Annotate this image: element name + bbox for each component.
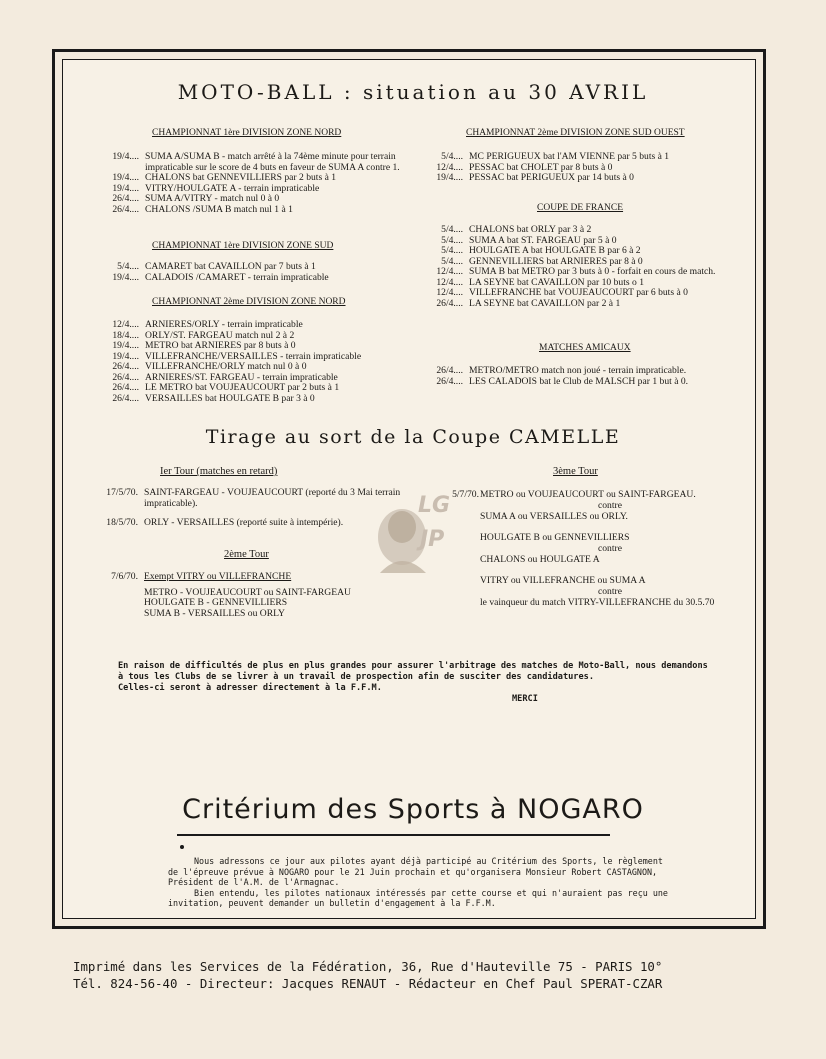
list-item: 17/5/70. SAINT-FARGEAU - VOUJEAUCOURT (reporté du 3 Mai terrain impraticable). — [106, 487, 401, 509]
tour3-date: 5/7/70. — [452, 489, 479, 500]
tour3-block — [480, 489, 740, 608]
bullet-dot — [180, 845, 184, 849]
list-item: 12/4.... LA SEYNE bat CAVAILLON par 10 buts o 1 — [436, 276, 644, 288]
match-line: HOULGATE B ou GENNEVILLIERS — [480, 532, 630, 543]
main-title: MOTO-BALL : situation au 30 AVRIL — [177, 80, 649, 104]
tirage-title: Tirage au sort de la Coupe CAMELLE — [205, 426, 621, 448]
notice-signature: MERCI — [512, 694, 538, 704]
right-sec2-list — [419, 225, 741, 309]
footer-line-1: Imprimé dans les Services de la Fédération, 36, Rue d'Hauteville 75 - PARIS 10° — [73, 959, 663, 974]
list-item: 26/4.... VILLEFRANCHE/ORLY match nul 0 à 0 — [112, 361, 307, 372]
left-sec2-heading: CHAMPIONNAT 1ère DIVISION ZONE SUD — [152, 241, 334, 251]
list-item: 18/5/70. ORLY - VERSAILLES (reporté suite à intempérie). — [106, 517, 344, 528]
logo-letters-bottom: JP — [420, 527, 445, 552]
list-item: SUMA B - VERSAILLES ou ORLY — [144, 607, 285, 619]
list-item: 12/4.... PESSAC bat CHOLET par 8 buts à 0 — [436, 161, 613, 173]
list-item: 26/4.... LA SEYNE bat CAVAILLON par 2 à 1 — [436, 297, 621, 309]
list-item: 19/4.... CHALONS bat GENNEVILLIERS par 2 buts à 1 — [112, 172, 337, 183]
list-item: 19/4.... VILLEFRANCHE/VERSAILLES - terrain impraticable — [112, 350, 362, 362]
match-line: le vainqueur du match VITRY-VILLEFRANCHE du 30.5.70 — [480, 597, 715, 608]
list-item: 19/4.... METRO bat ARNIERES par 8 buts à 0 — [112, 340, 296, 351]
list-item: 12/4.... ARNIERES/ORLY - terrain impraticable — [112, 319, 303, 330]
criterium-underline — [177, 834, 610, 836]
list-item: 5/4.... CAMARET bat CAVAILLON par 7 buts à 1 — [117, 261, 316, 272]
list-item: 18/4.... ORLY/ST. FARGEAU match nul 2 à 2 — [112, 329, 295, 341]
tour1-heading: Ier Tour (matches en retard) — [160, 466, 278, 477]
list-item: 12/4.... SUMA B bat METRO par 3 buts à 0 - forfait en cours de match. — [436, 266, 716, 277]
left-sec2-list — [95, 262, 413, 283]
list-item: 26/4.... METRO/METRO match non joué - terrain impraticable. — [436, 365, 687, 376]
notice-text — [118, 661, 718, 694]
right-sec3-list — [419, 366, 741, 387]
right-sec1-list — [419, 152, 741, 184]
tour2-lines — [144, 588, 415, 620]
lgjp-logo — [356, 485, 460, 581]
list-item: METRO - VOUJEAUCOURT ou SAINT-FARGEAU — [144, 586, 351, 598]
left-sec3-list — [95, 320, 413, 404]
list-item: 26/4.... VERSAILLES bat HOULGATE B par 3 à 0 — [112, 392, 315, 404]
footer-line-2: Tél. 824-56-40 - Directeur: Jacques RENAUT - Rédacteur en Chef Paul SPERAT-CZAR — [73, 976, 663, 991]
list-item: 26/4.... LE METRO bat VOUJEAUCOURT par 2 buts à 1 — [112, 382, 340, 393]
list-item: 19/4.... VITRY/HOULGATE A - terrain impraticable — [112, 182, 320, 194]
list-item: 19/4.... SUMA A/SUMA B - match arrêté à la 74ème minute pour terrain impraticable sur le score de 4 buts en faveur de SUMA A contre 1. — [112, 151, 400, 173]
criterium-text — [168, 856, 668, 909]
left-sec3-heading: CHAMPIONNAT 2ème DIVISION ZONE NORD — [152, 297, 346, 307]
right-sec1-heading: CHAMPIONNAT 2ème DIVISION ZONE SUD OUEST — [466, 128, 685, 138]
tour3-heading: 3ème Tour — [553, 466, 598, 477]
tour2-heading: 2ème Tour — [224, 549, 269, 560]
left-sec1-heading: CHAMPIONNAT 1ère DIVISION ZONE NORD — [152, 128, 342, 138]
tour2-date: 7/6/70. — [111, 571, 138, 582]
notice-paragraph: Celles-ci seront à adresser directement à la F.F.M. — [118, 683, 382, 693]
list-item: 26/4.... CHALONS /SUMA B match nul 1 à 1 — [112, 203, 293, 215]
list-item: HOULGATE B - GENNEVILLIERS — [144, 597, 288, 608]
contre-label: contre — [598, 543, 622, 554]
match-line: CHALONS ou HOULGATE A — [480, 554, 600, 565]
list-item: 5/4.... CHALONS bat ORLY par 3 à 2 — [441, 224, 592, 235]
list-item: 12/4.... VILLEFRANCHE bat VOUJEAUCOURT par 6 buts à 0 — [436, 287, 688, 298]
match-line: VITRY ou VILLEFRANCHE ou SUMA A — [480, 575, 646, 586]
tour2-exempt: Exempt VITRY ou VILLEFRANCHE — [144, 571, 292, 582]
list-item: 5/4.... HOULGATE A bat HOULGATE B par 6 à 2 — [441, 245, 641, 256]
list-item: 5/4.... MC PERIGUEUX bat l'AM VIENNE par 5 buts à 1 — [441, 151, 670, 162]
list-item: 5/4.... SUMA A bat ST. FARGEAU par 5 à 0 — [441, 234, 617, 246]
notice-paragraph: En raison de difficultés de plus en plus grandes pour assurer l'arbitrage des matches de Moto-Ball, nous demandons à tous les Clubs de se livrer à un travail de prospection afin de susciter des candidatures. — [118, 661, 708, 682]
list-item: 26/4.... ARNIERES/ST. FARGEAU - terrain impraticable — [112, 371, 338, 383]
list-item: 26/4.... LES CALADOIS bat le Club de MALSCH par 1 but à 0. — [436, 375, 689, 387]
logo-letters-top: LG — [418, 493, 451, 518]
list-item: 5/4.... GENNEVILLIERS bat ARNIERES par 8 à 0 — [441, 255, 643, 267]
contre-label: contre — [598, 500, 622, 511]
match-line: METRO ou VOUJEAUCOURT ou SAINT-FARGEAU. — [480, 489, 696, 500]
list-item: 26/4.... SUMA A/VITRY - match nul 0 à 0 — [112, 193, 280, 204]
list-item: 19/4.... PESSAC bat PERIGUEUX par 14 buts à 0 — [436, 172, 634, 183]
match-line: SUMA A ou VERSAILLES ou ORLY. — [480, 511, 628, 522]
criterium-title: Critérium des Sports à NOGARO — [182, 794, 644, 825]
contre-label: contre — [598, 586, 622, 597]
left-sec1-list — [95, 152, 413, 215]
criterium-paragraph: Bien entendu, les pilotes nationaux intéressés par cette course et qui n'auraient pas reçu une invitation, peuvent demander un bulletin d'engagement à la F.F.M. — [168, 887, 668, 908]
right-sec3-heading: MATCHES AMICAUX — [539, 343, 631, 353]
criterium-paragraph: Nous adressons ce jour aux pilotes ayant déjà participé au Critérium des Sports, le règlement de l'épreuve prévue à NOGARO pour le 21 Juin prochain et qu'organisera Monsieur Robert CASTAGNON, Président de l'A.M. de l'Armagnac. — [168, 856, 663, 887]
right-sec2-heading: COUPE DE FRANCE — [537, 203, 624, 213]
list-item: 19/4.... CALADOIS /CAMARET - terrain impraticable — [112, 271, 329, 283]
